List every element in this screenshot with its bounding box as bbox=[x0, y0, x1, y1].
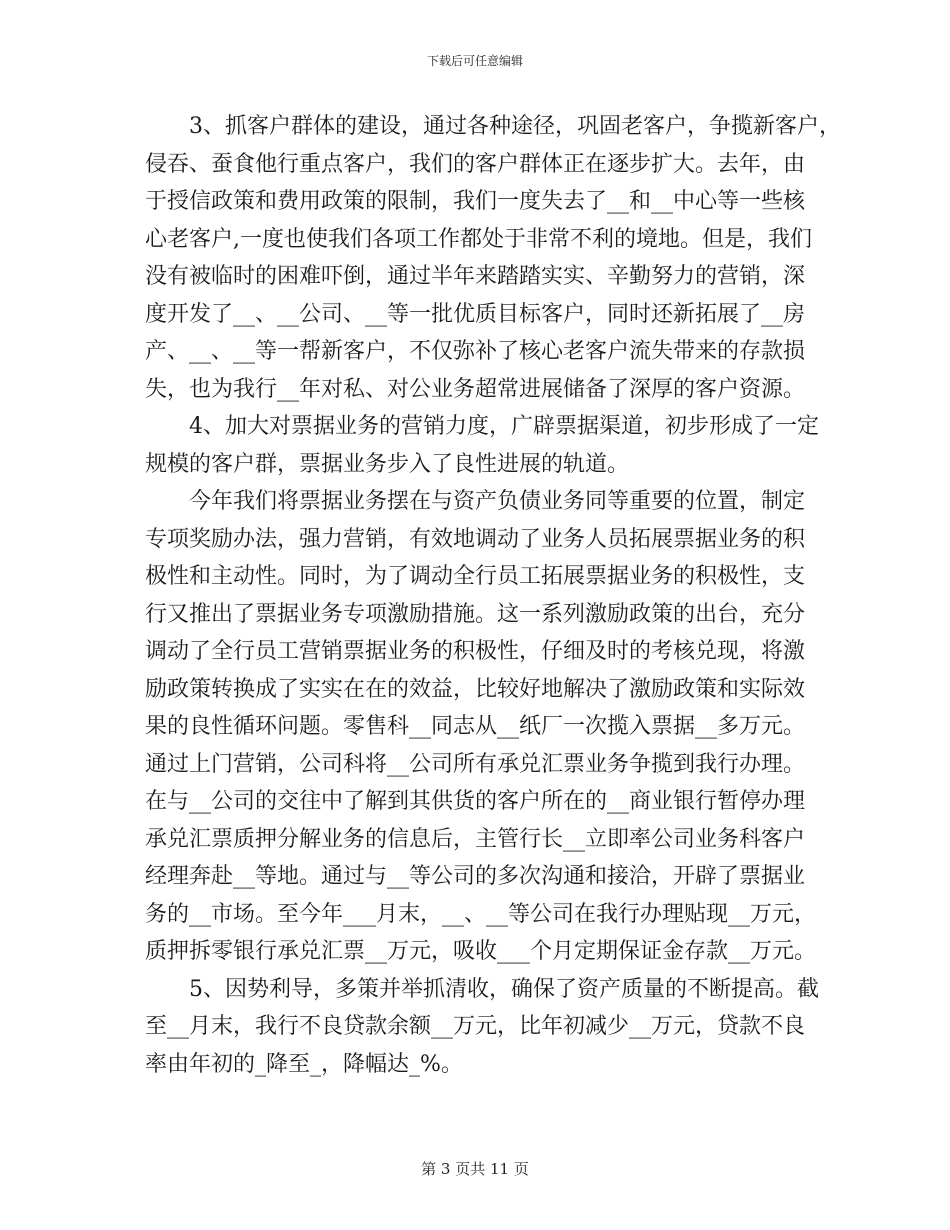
text-line: 没有被临时的困难吓倒，通过半年来踏踏实实、辛勤努力的营销，深 bbox=[145, 264, 806, 289]
text-line: 侵吞、蚕食他行重点客户，我们的客户群体正在逐步扩大。去年，由 bbox=[145, 151, 806, 177]
text-line: 励政策转换成了实实在在的效益，比较好地解决了激励政策和实际效 bbox=[145, 676, 806, 702]
text-line: 调动了全行员工营销票据业务的积极性，仔细及时的考核兑现，将激 bbox=[145, 639, 806, 664]
text-line: 5、因势利导，多策并举抓清收，确保了资产质量的不断提高。截 bbox=[189, 976, 819, 1002]
text-line: 率由年初的_降至_，降幅达_%。 bbox=[145, 1051, 463, 1077]
text-line: 承兑汇票质押分解业务的信息后，主管行长__立即率公司业务科客户 bbox=[145, 826, 806, 852]
text-line: 务的__市场。至今年___月末，__、__等公司在我行办理贴现__万元， bbox=[145, 901, 817, 927]
text-line: 经理奔赴__等地。通过与__等公司的多次沟通和接洽，开辟了票据业 bbox=[145, 864, 806, 889]
text-line: 专项奖励办法，强力营销，有效地调动了业务人员拓展票据业务的积 bbox=[145, 526, 806, 552]
text-line: 规模的客户群，票据业务步入了良性进展的轨道。 bbox=[145, 451, 630, 477]
text-line: 心老客户,一度也使我们各项工作都处于非常不利的境地。但是，我们 bbox=[145, 226, 812, 252]
text-line: 3、抓客户群体的建设，通过各种途径，巩固老客户，争揽新客户， bbox=[189, 114, 841, 139]
text-line: 行又推出了票据业务专项激励措施。这一系列激励政策的出台，充分 bbox=[145, 601, 806, 627]
text-line: 失，也为我行__年对私、对公业务超常进展储备了深厚的客户资源。 bbox=[145, 376, 806, 402]
text-line: 在与__公司的交往中了解到其供货的客户所在的__商业银行暂停办理 bbox=[145, 789, 806, 814]
page-header: 下载后可任意编辑 bbox=[426, 54, 523, 68]
text-line: 今年我们将票据业务摆在与资产负债业务同等重要的位置，制定 bbox=[189, 489, 806, 514]
text-line: 通过上门营销，公司科将__公司所有承兑汇票业务争揽到我行办理。 bbox=[145, 751, 806, 777]
text-line: 产、__、__等一帮新客户，不仅弥补了核心老客户流失带来的存款损 bbox=[145, 339, 806, 364]
text-line: 极性和主动性。同时，为了调动全行员工拓展票据业务的积极性，支 bbox=[145, 564, 806, 589]
page-footer: 第 3 页共 11 页 bbox=[421, 1160, 529, 1178]
text-line: 至__月末，我行不良贷款余额__万元，比年初减少__万元，贷款不良 bbox=[145, 1014, 806, 1039]
text-line: 质押拆零银行承兑汇票__万元，吸收___个月定期保证金存款__万元。 bbox=[145, 939, 817, 964]
text-line: 度开发了__、__公司、__等一批优质目标客户，同时还新拓展了__房 bbox=[145, 301, 806, 327]
text-line: 4、加大对票据业务的营销力度，广辟票据渠道，初步形成了一定 bbox=[189, 414, 819, 439]
document-body bbox=[145, 108, 841, 1083]
text-line: 果的良性循环问题。零售科__同志从__纸厂一次揽入票据__多万元。 bbox=[145, 714, 806, 739]
text-line: 于授信政策和费用政策的限制，我们一度失去了__和__中心等一些核 bbox=[145, 189, 806, 214]
